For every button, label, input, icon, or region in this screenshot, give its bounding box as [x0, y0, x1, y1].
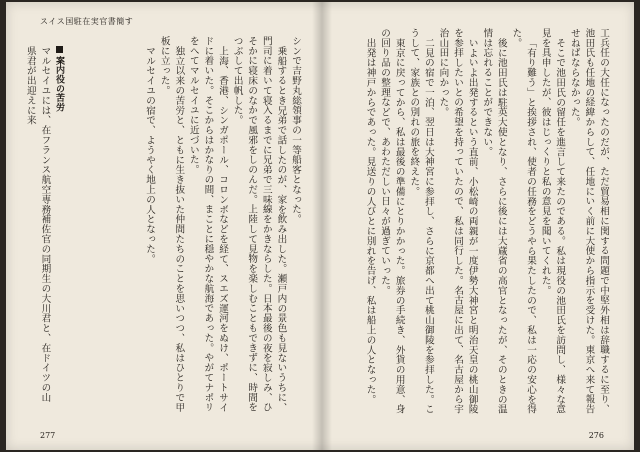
paragraph: そこで池田氏の留任を進言して来たのである。私は現役の池田氏を訪問し、様々な意見を具申したが、彼はじっくりと私の意見を聞いてくれた。 — [539, 28, 566, 414]
section-heading: 案内役の苦労 — [51, 46, 66, 412]
paragraph: 独立以来の苦労と、ともに生き抜いた仲間たちのことを思いつつ、私はひとりで甲板に立った。 — [158, 36, 185, 412]
paragraph: 「有り難う」と挨拶され、使者の任務をどうやら果たしたので、私は一応の安心を得た。 — [510, 28, 537, 414]
paragraph: シンで吉野丸総領事の一等船客となった。 — [290, 36, 301, 225]
left-page — [6, 2, 322, 450]
running-head: スイス国駐在実官書簡す — [40, 17, 134, 26]
square-bullet-icon — [56, 46, 63, 53]
left-page-body — [52, 36, 302, 414]
paragraph: 上海、香港、シンガポール、コロンボなどを経て、スエズ運河をぬけ、ポートサイドに着いた。そこからはかなりの間、まことに穏やかな航海であった。やがてナポリをへてマルセイユに近づいた。 — [187, 36, 229, 413]
paragraph: 二見の宿で一泊、翌日は大神宮に参拝し、さらに京都へ出て桃山御陵を参拝した。こうして、家族との別れの旅を終えた。 — [408, 28, 434, 414]
paragraph: 出発は神戸からであった。見送りの人びとに別れを告げ、私は船上の人となった。 — [364, 37, 376, 404]
paragraph: 東京に戻ってから、私は最後の準備にとりかかった。旅券の手続き、外貨の用意、身の回り品の整理などで、あわただしい日々が過ぎていった。 — [379, 28, 405, 414]
paragraph: 工兵任の大任になったのだが、ただ貿易相に関する問題で中堅外相は辞職するに至り、池田氏も任地の経緯からして、任地にいく前に大使から指示を受けた。東京へ来て報告せねばならなかった。 — [568, 28, 609, 415]
book-spread — [6, 2, 634, 450]
paragraph: 乗船するとき兄弟で話したのが、家を飲み出した。瀬戸内の景色も見ないうちに、門司に着いて寝入るまでに兄弟で三味線をかきならした。日本最後の夜を寂しみ、ひそかに寝床のなかで風邪をしのんだ。上陸して見物を楽しむこともできずに、時間をつぶして出帆した。 — [231, 36, 287, 413]
right-page — [322, 2, 634, 450]
paragraph: 後に池田氏は駐英大使となり、さらに後には大蔵省の高官となったが、そのときの温情は忘れることができない。 — [481, 28, 507, 414]
page-number: 277 — [40, 431, 56, 440]
section-heading-block — [24, 46, 66, 412]
section-text: マルセイユには、在フランス航空専務補佐官の同期生の大川君と、在ドイツの山県君が出迎えに来 — [24, 46, 51, 403]
page-number: 276 — [588, 431, 604, 440]
paragraph: いよいよ出発するという直前、小松崎の両親が一度伊勢大神宮と明治天皇の桃山御陵を参拝したいとの希望を持っていたので、私は同行した。名古屋に出て、名古屋から宇治山田に向かった。 — [437, 28, 478, 415]
paragraph: マルセイユの宿で、ようやく地上の人となった。 — [144, 45, 156, 264]
right-page-body — [342, 28, 610, 420]
